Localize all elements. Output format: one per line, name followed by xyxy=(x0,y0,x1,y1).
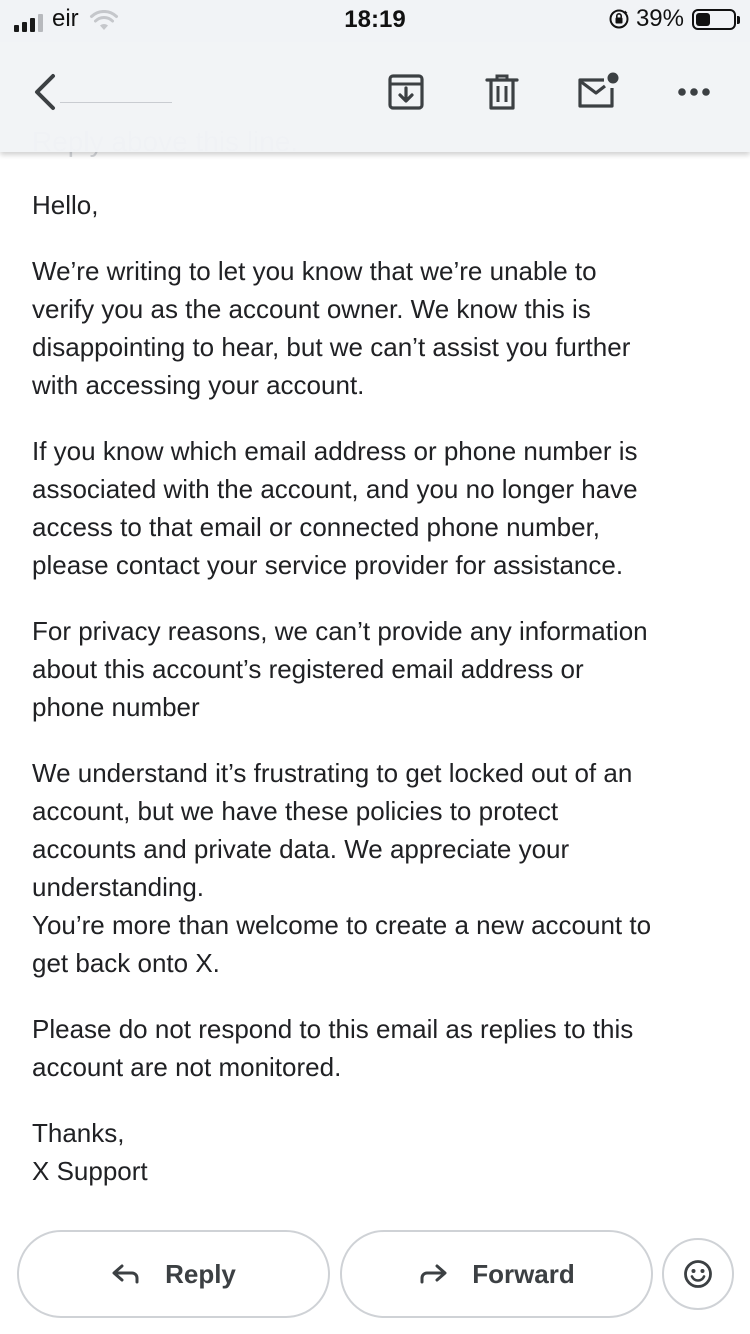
text-line: We’re writing to let you know that we’re unable to xyxy=(32,256,597,286)
text-line: Please do not respond to this email as replies to this xyxy=(32,1014,634,1044)
reply-actions xyxy=(0,1230,750,1318)
signoff-text: Thanks, xyxy=(32,1118,125,1148)
text-line: with accessing your account. xyxy=(32,370,365,400)
back-button[interactable] xyxy=(22,68,70,116)
paragraph-2 xyxy=(32,432,722,584)
text-line: please contact your service provider for assistance. xyxy=(32,550,624,580)
forward-label: Forward xyxy=(472,1258,575,1289)
text-line: You’re more than welcome to create a new account to xyxy=(32,910,652,940)
text-line: We understand it’s frustrating to get locked out of an xyxy=(32,758,633,788)
paragraph-1 xyxy=(32,252,722,404)
text-line: verify you as the account owner. We know this is xyxy=(32,294,591,324)
signature-text: X Support xyxy=(32,1156,148,1186)
email-toolbar xyxy=(0,42,750,152)
carrier-name: eir xyxy=(52,5,79,32)
signature-block xyxy=(32,1114,722,1190)
text-line: For privacy reasons, we can’t provide any information xyxy=(32,616,648,646)
trash-icon xyxy=(484,72,520,112)
text-line: understanding. xyxy=(32,872,205,902)
clock-time: 18:19 xyxy=(344,6,406,33)
reply-label: Reply xyxy=(165,1258,236,1289)
delete-button[interactable] xyxy=(478,68,526,116)
mark-unread-button[interactable] xyxy=(574,68,622,116)
forward-icon xyxy=(418,1262,448,1286)
battery-level-fill xyxy=(696,13,710,26)
text-line: accounts and private data. We appreciate your xyxy=(32,834,570,864)
archive-button[interactable] xyxy=(382,68,430,116)
reply-icon xyxy=(111,1262,141,1286)
status-bar xyxy=(0,0,750,42)
email-body xyxy=(32,186,722,1190)
paragraph-5 xyxy=(32,1010,722,1086)
mark-unread-icon xyxy=(576,72,620,112)
greeting xyxy=(32,186,722,224)
text-line: If you know which email address or phone number is xyxy=(32,436,638,466)
text-line: phone number xyxy=(32,692,200,722)
archive-icon xyxy=(386,72,426,112)
text-line: associated with the account, and you no longer have xyxy=(32,474,638,504)
paragraph-3 xyxy=(32,612,722,726)
reply-button[interactable] xyxy=(17,1230,330,1318)
status-right xyxy=(608,6,736,32)
greeting-text: Hello, xyxy=(32,190,99,220)
text-line: account are not monitored. xyxy=(32,1052,342,1082)
paragraph-4 xyxy=(32,754,722,982)
more-options-button[interactable] xyxy=(670,68,718,116)
forward-button[interactable] xyxy=(340,1230,653,1318)
text-line: disappointing to hear, but we can’t assist you further xyxy=(32,332,631,362)
text-line: access to that email or connected phone number, xyxy=(32,512,601,542)
rotation-lock-icon xyxy=(608,8,630,30)
smiley-icon xyxy=(682,1258,714,1290)
battery-percent: 39% xyxy=(635,5,684,32)
text-line: about this account’s registered email address or xyxy=(32,654,584,684)
back-arrow-icon xyxy=(31,72,61,112)
emoji-reaction-button[interactable] xyxy=(662,1238,734,1310)
more-icon xyxy=(676,86,712,98)
text-line: get back onto X. xyxy=(32,948,220,978)
ghost-divider xyxy=(60,102,172,103)
battery-icon xyxy=(692,9,736,30)
text-line: account, but we have these policies to protect xyxy=(32,796,559,826)
